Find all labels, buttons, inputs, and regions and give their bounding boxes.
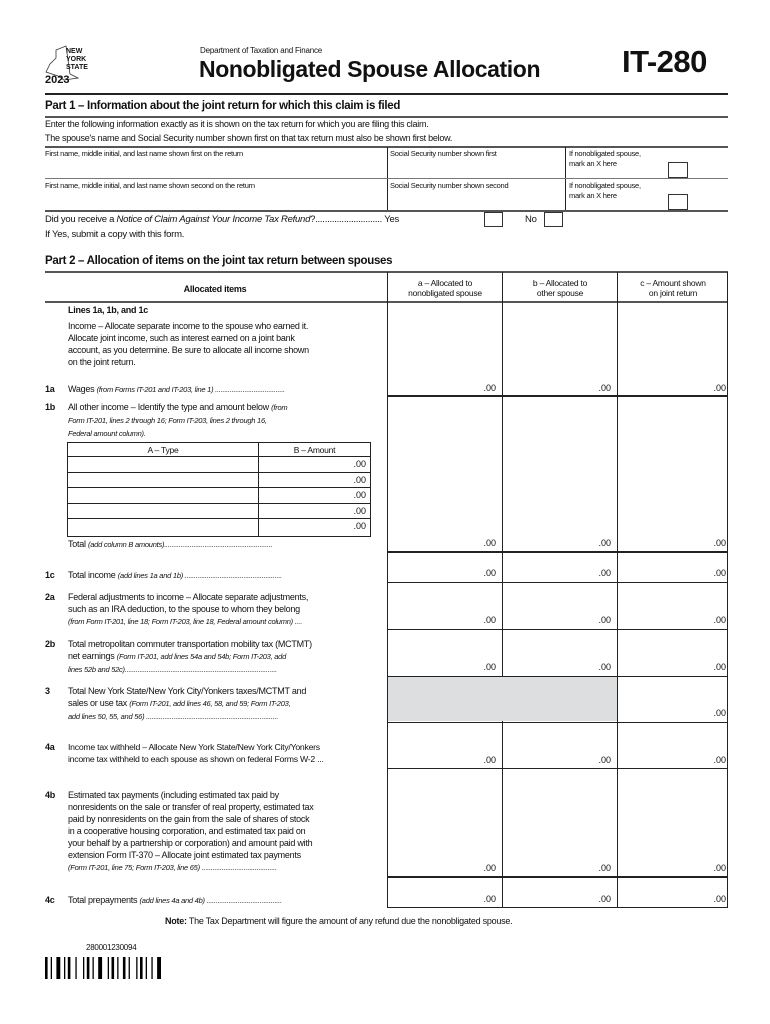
other-income-amount[interactable]: .00: [353, 505, 366, 516]
line-1c-label: Total income (add lines 1a and 1b) .....................................................: [68, 570, 283, 580]
line-4a-c-amount[interactable]: .00: [713, 755, 726, 765]
line-2a-label: Federal adjustments to income – Allocate separate adjustments, such as an IRA deduction, to the spouse to whom they belong (from Form IT-201, line 18; Form IT-203, line 18, Federal amount column) ....: [68, 592, 309, 626]
line-number: 2a: [45, 592, 55, 602]
line-2a-a-amount[interactable]: .00: [483, 615, 496, 625]
mark-label: If nonobligated spouse, mark an X here: [569, 181, 641, 200]
lines1-text: Income – Allocate separate income to the spouse who earned it. Allocate joint income, such as interest earned on a joint bank account, as you determine. Be sure to allocate all income shown on the joint return.: [68, 321, 309, 367]
amount-column-header: B – Amount: [293, 445, 336, 455]
first-nonobligated-checkbox[interactable]: [668, 162, 688, 178]
line-1b-label: All other income – Identify the type and amount below (from Form IT-201, lines 2 through 16; Form IT-203, lines 2 through 16, Federal amount column).: [68, 402, 288, 438]
line-1a-a-amount[interactable]: .00: [483, 383, 496, 393]
second-ssn-field[interactable]: [390, 190, 560, 208]
line-4b-c-amount[interactable]: .00: [713, 863, 726, 873]
mark-label: If nonobligated spouse, mark an X here: [569, 149, 641, 168]
refund-note: Note: The Tax Department will figure the amount of any refund due the nonobligated spouse.: [165, 916, 513, 926]
form-year: 2023: [45, 74, 70, 86]
line-1c-a-amount[interactable]: .00: [483, 568, 496, 578]
line-1b-b-amount[interactable]: .00: [598, 538, 611, 548]
notice-question: Did you receive a Notice of Claim Against Your Income Tax Refund?............................ Yes: [45, 214, 400, 225]
line-4c-label: Total prepayments (add lines 4a and 4b) .........................................: [68, 895, 282, 905]
first-ssn-label: Social Security number shown first: [390, 149, 497, 158]
line-number: 4c: [45, 895, 55, 905]
divider: [387, 722, 728, 723]
second-ssn-label: Social Security number shown second: [390, 181, 509, 190]
line-number: 4a: [45, 742, 55, 752]
line-1b-total-label: Total (add column B amounts)...........................................................: [68, 539, 273, 549]
first-name-label: First name, middle initial, and last name shown first on the return: [45, 149, 243, 158]
divider: [387, 629, 728, 630]
line-4c-a-amount[interactable]: .00: [483, 894, 496, 904]
line-1a-c-amount[interactable]: .00: [713, 383, 726, 393]
divider: [617, 272, 618, 907]
notice-no-checkbox[interactable]: [544, 212, 563, 227]
line-4b-label: Estimated tax payments (including estimated tax paid by nonresidents on the sale or transfer of real property, estimated tax paid by nonresidents on the gain from the sale of shares of stock in a cooperative housing corporation, and estimated tax paid on your behalf by a partnership or corporation) and amount paid with extension Form IT-370 – Allocate joint estimated tax payments (Form IT-201, line 75; Form IT-203, line 65) .........................................: [68, 790, 314, 872]
line-number: 4b: [45, 790, 56, 800]
part1-intro: The spouse's name and Social Security number shown first on that tax return must also be shown first below.: [45, 133, 453, 143]
line-1a-b-amount[interactable]: .00: [598, 383, 611, 393]
col-header-c: c – Amount shown on joint return: [640, 278, 706, 298]
line-1b-a-amount[interactable]: .00: [483, 538, 496, 548]
divider: [502, 272, 503, 907]
if-yes-instruction: If Yes, submit a copy with this form.: [45, 229, 185, 240]
line-4c-b-amount[interactable]: .00: [598, 894, 611, 904]
divider: [387, 551, 728, 553]
part1-intro: Enter the following information exactly as it is shown on the tax return for which you are filing this claim.: [45, 119, 429, 129]
line-2b-c-amount[interactable]: .00: [713, 662, 726, 672]
barcode-number: 280001230094: [86, 943, 137, 952]
shaded-cells: [388, 677, 617, 721]
line-4a-a-amount[interactable]: .00: [483, 755, 496, 765]
lines1-title: Lines 1a, 1b, and 1c: [68, 305, 149, 315]
first-name-field[interactable]: [45, 158, 385, 176]
divider: [387, 395, 728, 397]
line-2a-c-amount[interactable]: .00: [713, 615, 726, 625]
other-income-amount[interactable]: .00: [353, 459, 366, 469]
notice-yes-checkbox[interactable]: [484, 212, 503, 227]
col-header-items: Allocated items: [183, 284, 247, 294]
line-1b-c-amount[interactable]: .00: [713, 538, 726, 548]
department-name: Department of Taxation and Finance: [200, 46, 323, 55]
line-4b-a-amount[interactable]: .00: [483, 863, 496, 873]
line-4b-b-amount[interactable]: .00: [598, 863, 611, 873]
part2-heading: Part 2 – Allocation of items on the joint tax return between spouses: [45, 255, 393, 267]
other-income-table: [67, 442, 371, 537]
divider: [45, 178, 728, 179]
divider: [387, 582, 728, 583]
other-income-amount[interactable]: .00: [353, 521, 366, 531]
line-3-c-amount[interactable]: .00: [713, 708, 726, 718]
line-3-label: Total New York State/New York City/Yonkers taxes/MCTMT and sales or use tax (Form IT-201, add lines 46, 58, and 59; Form IT-203, add lines 50, 55, and 56) ........................................................................: [68, 686, 307, 721]
other-income-amount[interactable]: .00: [353, 490, 366, 500]
line-number: 1b: [45, 402, 56, 412]
other-income-amount[interactable]: .00: [353, 474, 366, 485]
divider: [727, 272, 728, 907]
divider: [387, 676, 728, 677]
barcode: [45, 957, 195, 979]
col-header-b: b – Allocated to other spouse: [532, 278, 588, 298]
line-number: 3: [45, 686, 50, 696]
line-2b-label: Total metropolitan commuter transportation mobility tax (MCTMT) net earnings (Form IT-201, add lines 54a and 54b; Form IT-203, add lines 52b and 52c)...................................................................................: [68, 639, 312, 674]
no-label: No: [525, 214, 537, 225]
line-1c-b-amount[interactable]: .00: [598, 568, 611, 578]
second-name-field[interactable]: [45, 190, 385, 208]
divider: [45, 93, 728, 95]
logo-text: NEW YORK STATE: [66, 48, 88, 71]
type-column-header: A – Type: [147, 445, 179, 455]
line-number: 1c: [45, 570, 55, 580]
line-2b-a-amount[interactable]: .00: [483, 662, 496, 672]
first-ssn-field[interactable]: [390, 158, 560, 176]
divider: [387, 272, 388, 907]
line-number: 2b: [45, 639, 56, 649]
line-4a-b-amount[interactable]: .00: [598, 755, 611, 765]
second-nonobligated-checkbox[interactable]: [668, 194, 688, 210]
divider: [387, 907, 728, 908]
part1-heading: Part 1 – Information about the joint return for which this claim is filed: [45, 100, 401, 112]
line-2b-b-amount[interactable]: .00: [598, 662, 611, 672]
line-2a-b-amount[interactable]: .00: [598, 615, 611, 625]
form-number: IT-280: [622, 44, 707, 79]
divider: [45, 210, 728, 212]
line-4a-label: Income tax withheld – Allocate New York State/New York City/Yonkers income tax withheld to each spouse as shown on federal Forms W-2 ...: [68, 742, 324, 764]
line-4c-c-amount[interactable]: .00: [713, 894, 726, 904]
line-1c-c-amount[interactable]: .00: [713, 568, 726, 578]
line-1a-label: Wages (from Forms IT-201 and IT-203, line 1) ......................................: [68, 384, 285, 394]
divider: [387, 876, 728, 878]
divider: [387, 768, 728, 769]
form-title: Nonobligated Spouse Allocation: [199, 56, 541, 82]
second-name-label: First name, middle initial, and last name shown second on the return: [45, 181, 255, 190]
line-number: 1a: [45, 384, 55, 394]
col-header-a: a – Allocated to nonobligated spouse: [408, 278, 482, 298]
